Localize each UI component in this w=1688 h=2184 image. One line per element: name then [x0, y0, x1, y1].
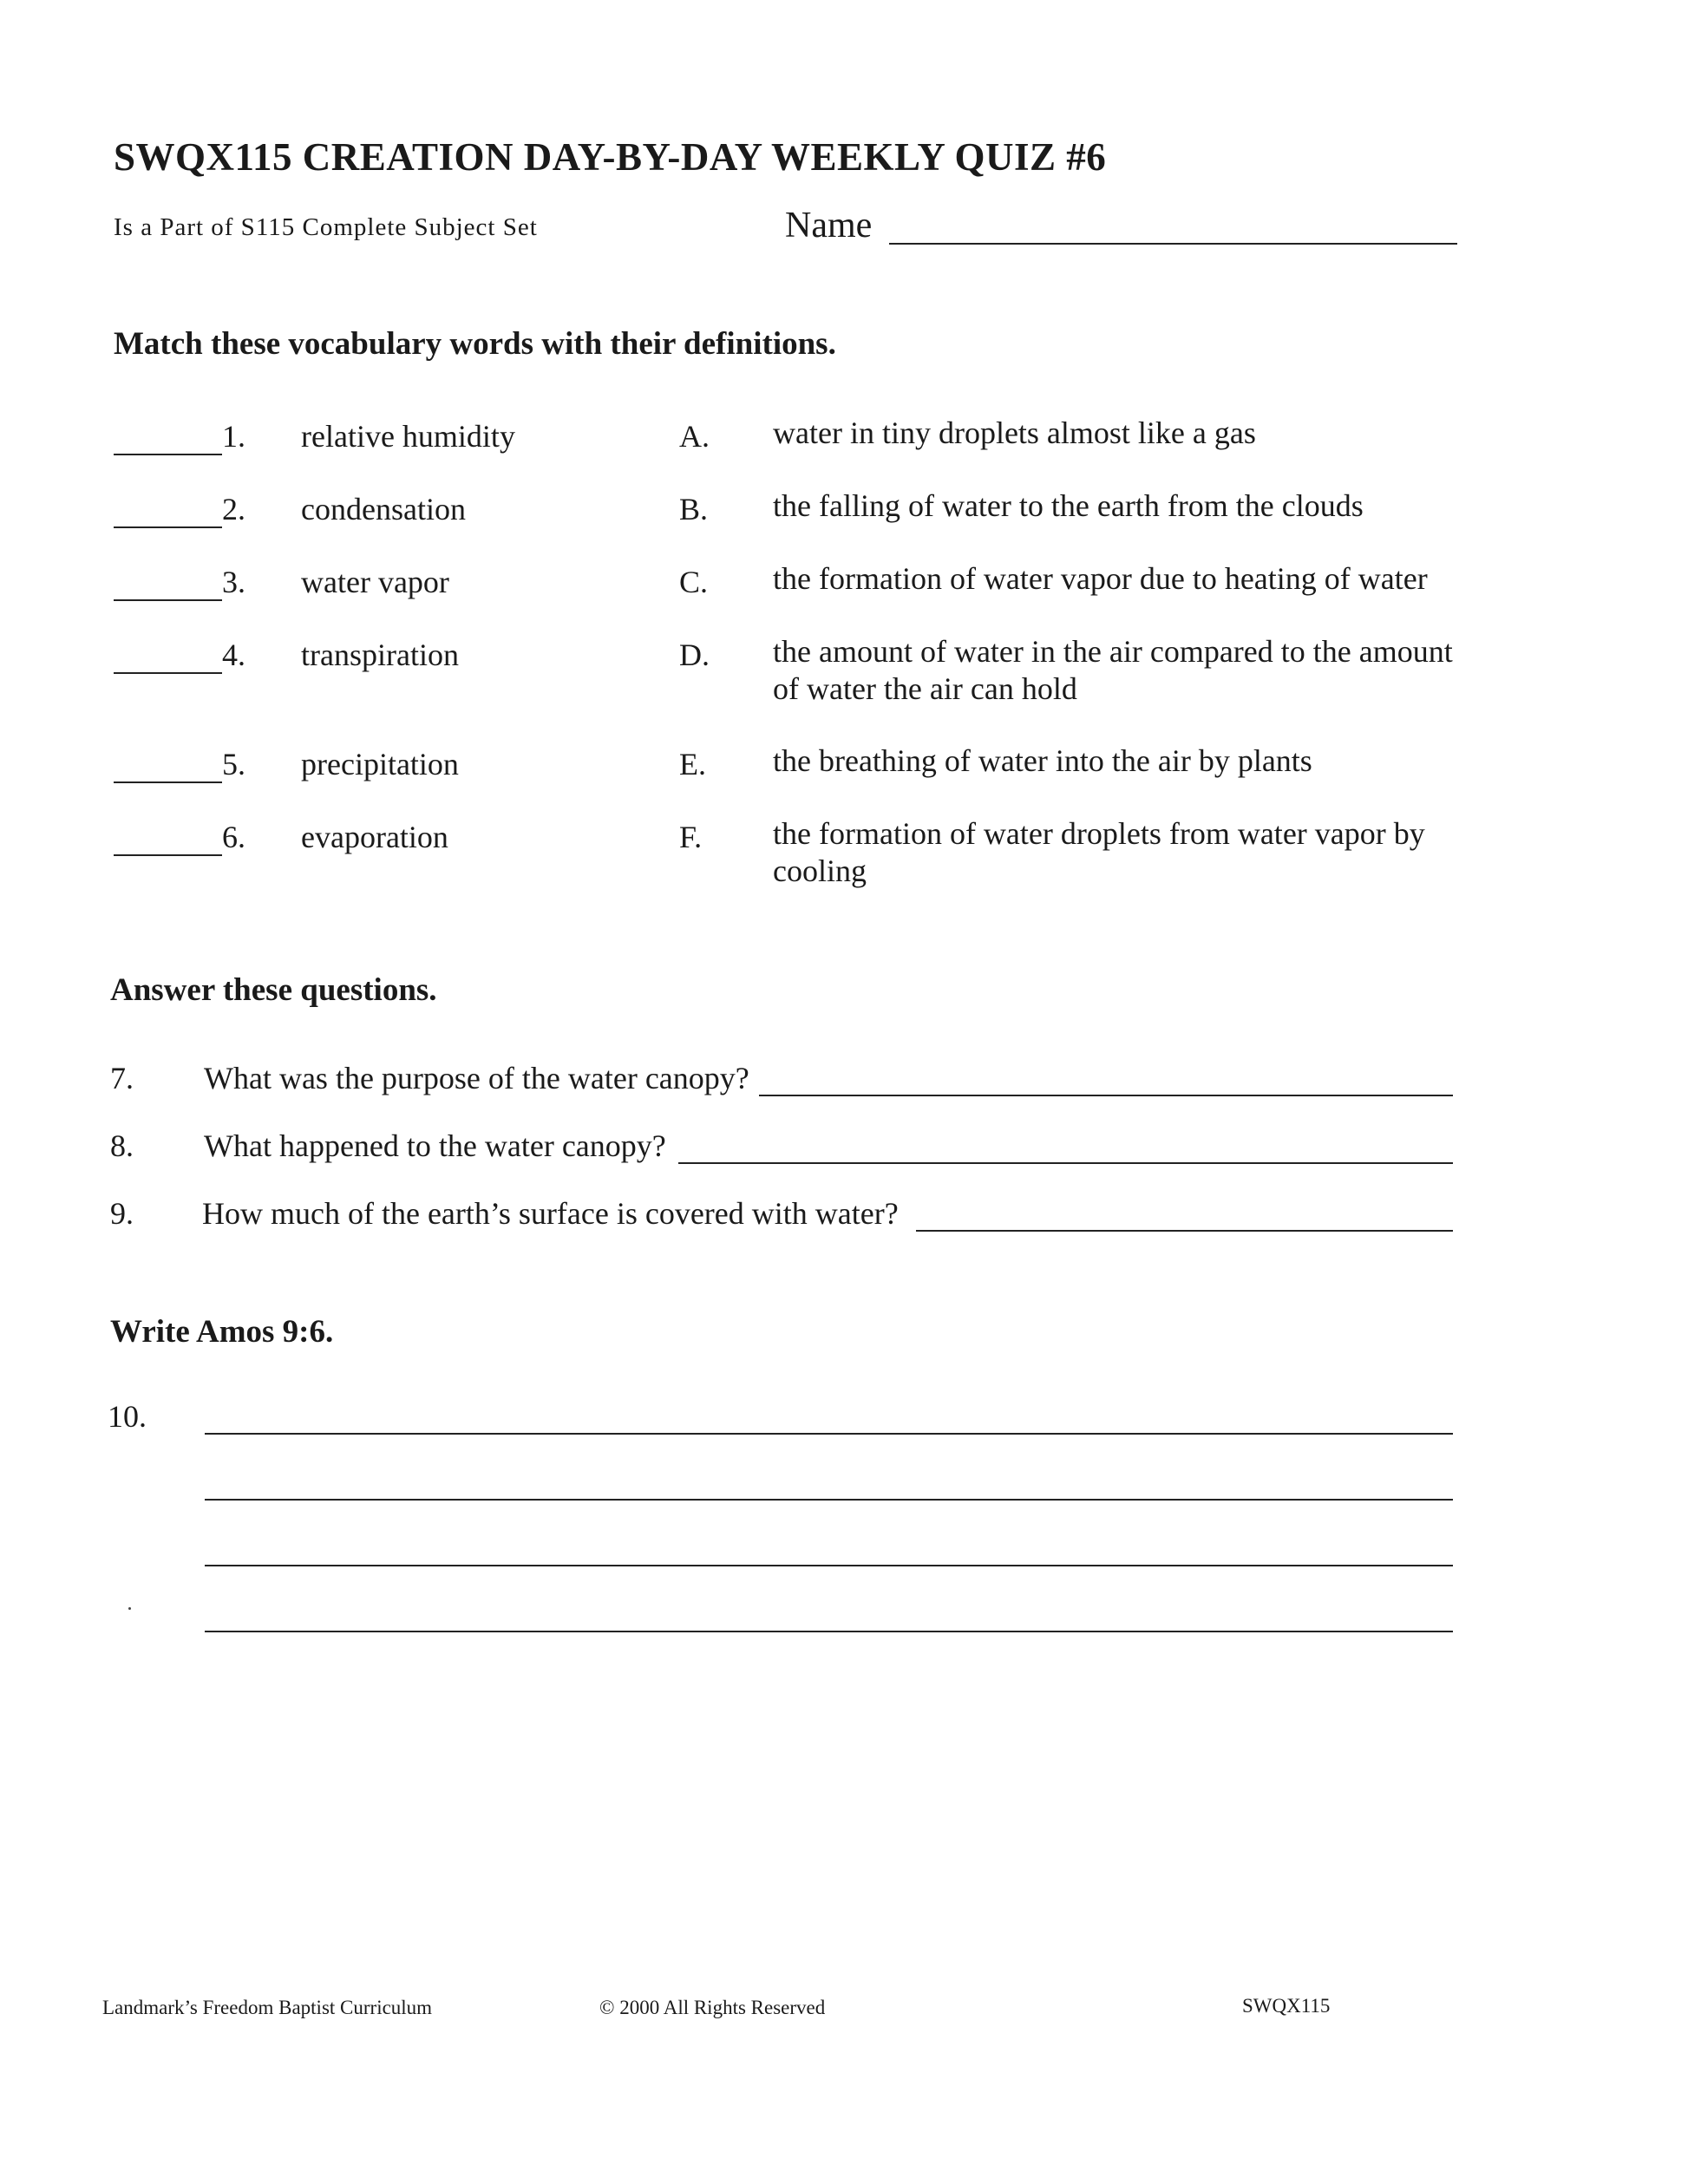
footer-publisher: Landmark’s Freedom Baptist Curriculum: [102, 1997, 433, 2018]
definition-letter: E.: [679, 747, 706, 781]
answer-blank-6[interactable]: [114, 854, 222, 856]
definition-text: the falling of water to the earth from the clouds: [773, 488, 1364, 523]
vocab-word: transpiration: [301, 638, 459, 672]
definition-letter: A.: [679, 419, 710, 454]
scan-speck: [128, 1607, 131, 1610]
vocab-word: precipitation: [301, 747, 459, 781]
vocab-word: water vapor: [301, 565, 449, 599]
quiz-title: SWQX115 CREATION DAY-BY-DAY WEEKLY QUIZ #6: [114, 135, 1107, 179]
definition-letter: D.: [679, 638, 710, 672]
match-number: 5.: [222, 747, 245, 781]
footer-code: SWQX115: [1242, 1995, 1331, 2017]
questions-heading: Answer these questions.: [110, 972, 437, 1008]
definition-text: the formation of water droplets from water vapor by cooling: [773, 816, 1425, 888]
answer-blank-2[interactable]: [114, 526, 222, 528]
answer-line-7[interactable]: [759, 1095, 1453, 1096]
scripture-line-2[interactable]: [205, 1499, 1453, 1501]
definition-text: the formation of water vapor due to heating of water: [773, 561, 1428, 596]
definition-text: the breathing of water into the air by plants: [773, 743, 1312, 778]
scripture-line-3[interactable]: [205, 1565, 1453, 1566]
vocab-word: evaporation: [301, 820, 448, 854]
match-number: 6.: [222, 820, 245, 854]
match-number: 4.: [222, 638, 245, 672]
definition-text: the amount of water in the air compared to the amount of water the air can hold: [773, 634, 1453, 706]
answer-blank-4[interactable]: [114, 672, 222, 674]
vocab-word: relative humidity: [301, 419, 515, 454]
subject-set-note: Is a Part of S115 Complete Subject Set: [114, 213, 538, 241]
answer-blank-3[interactable]: [114, 599, 222, 601]
definition-letter: F.: [679, 820, 703, 854]
name-label: Name: [785, 206, 873, 245]
question-text: What happened to the water canopy?: [204, 1128, 666, 1163]
question-number: 9.: [110, 1196, 134, 1231]
definition-letter: C.: [679, 565, 709, 599]
vocab-word: condensation: [301, 492, 466, 526]
definition-text: water in tiny droplets almost like a gas: [773, 415, 1256, 450]
answer-line-9[interactable]: [916, 1230, 1453, 1232]
footer-copyright: © 2000 All Rights Reserved: [599, 1997, 826, 2018]
question-number: 7.: [110, 1061, 134, 1095]
scripture-line-1[interactable]: [205, 1433, 1453, 1435]
scripture-heading: Write Amos 9:6.: [110, 1314, 334, 1350]
answer-line-8[interactable]: [678, 1162, 1453, 1164]
scripture-line-4[interactable]: [205, 1631, 1453, 1632]
question-text: How much of the earth’s surface is covered with water?: [202, 1196, 899, 1231]
question-number: 10.: [108, 1399, 147, 1434]
answer-blank-1[interactable]: [114, 454, 222, 455]
question-text: What was the purpose of the water canopy?: [204, 1061, 749, 1095]
answer-blank-5[interactable]: [114, 781, 222, 783]
question-number: 8.: [110, 1128, 134, 1163]
match-number: 1.: [222, 419, 245, 454]
match-number: 3.: [222, 565, 245, 599]
name-field[interactable]: [889, 243, 1457, 245]
matching-heading: Match these vocabulary words with their definitions.: [114, 326, 836, 362]
match-number: 2.: [222, 492, 245, 526]
definition-letter: B.: [679, 492, 709, 526]
